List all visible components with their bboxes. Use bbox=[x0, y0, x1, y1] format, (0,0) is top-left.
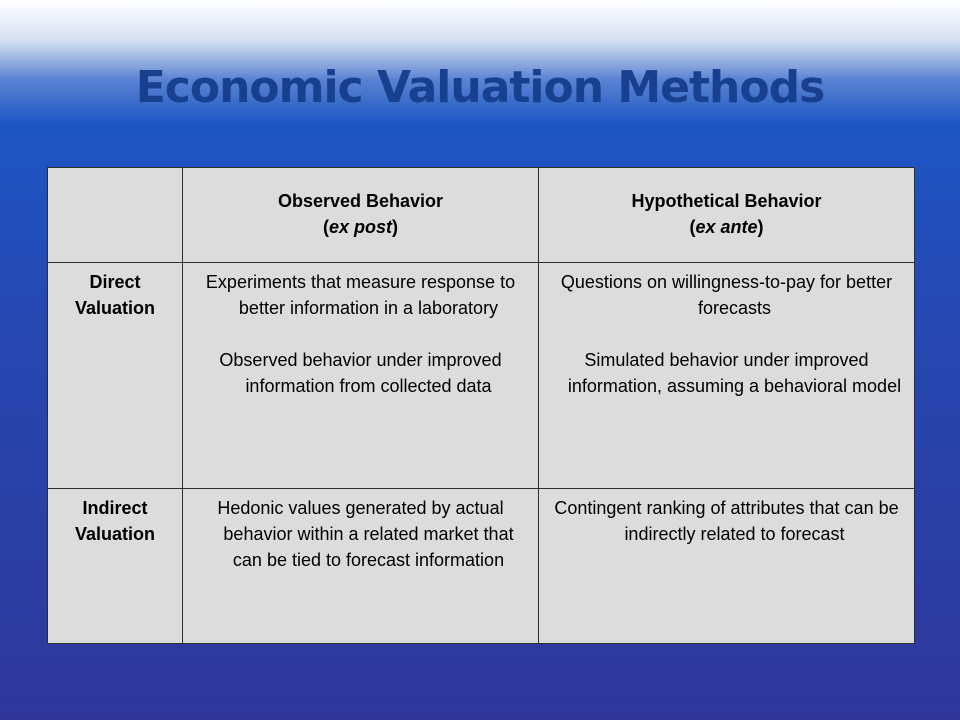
cell-text: Simulated behavior under improved information, assuming a behavioral model bbox=[567, 350, 902, 396]
cell-direct-hypothetical bbox=[539, 263, 915, 489]
cell-text: Contingent ranking of attributes that can be indirectly related to forecast bbox=[554, 498, 899, 544]
cell-indirect-hypothetical bbox=[539, 489, 915, 644]
cell-direct-observed bbox=[183, 263, 539, 489]
row-header-indirect: Indirect Valuation bbox=[48, 489, 183, 644]
slide-title: Economic Valuation Methods bbox=[135, 62, 825, 113]
column-heading: Observed Behavior bbox=[277, 191, 444, 211]
column-header-hypothetical bbox=[539, 168, 915, 263]
column-subheading: (ex ante) bbox=[689, 217, 764, 237]
corner-cell bbox=[48, 168, 183, 263]
cell-text: Observed behavior under improved information from collected data bbox=[219, 350, 502, 396]
table-header-row bbox=[48, 168, 915, 263]
column-subheading: (ex post) bbox=[322, 217, 399, 237]
row-header-direct: Direct Valuation bbox=[48, 263, 183, 489]
cell-text: Experiments that measure response to better information in a laboratory bbox=[205, 272, 516, 318]
cell-text: Questions on willingness-to-pay for better forecasts bbox=[560, 272, 893, 318]
column-header-observed bbox=[183, 168, 539, 263]
table-row-direct bbox=[48, 263, 915, 489]
cell-text: Hedonic values generated by actual behavior within a related market that can be tied to forecast information bbox=[217, 498, 514, 570]
table-row-indirect bbox=[48, 489, 915, 644]
cell-indirect-observed bbox=[183, 489, 539, 644]
column-heading: Hypothetical Behavior bbox=[631, 191, 822, 211]
valuation-methods-table bbox=[47, 167, 915, 644]
